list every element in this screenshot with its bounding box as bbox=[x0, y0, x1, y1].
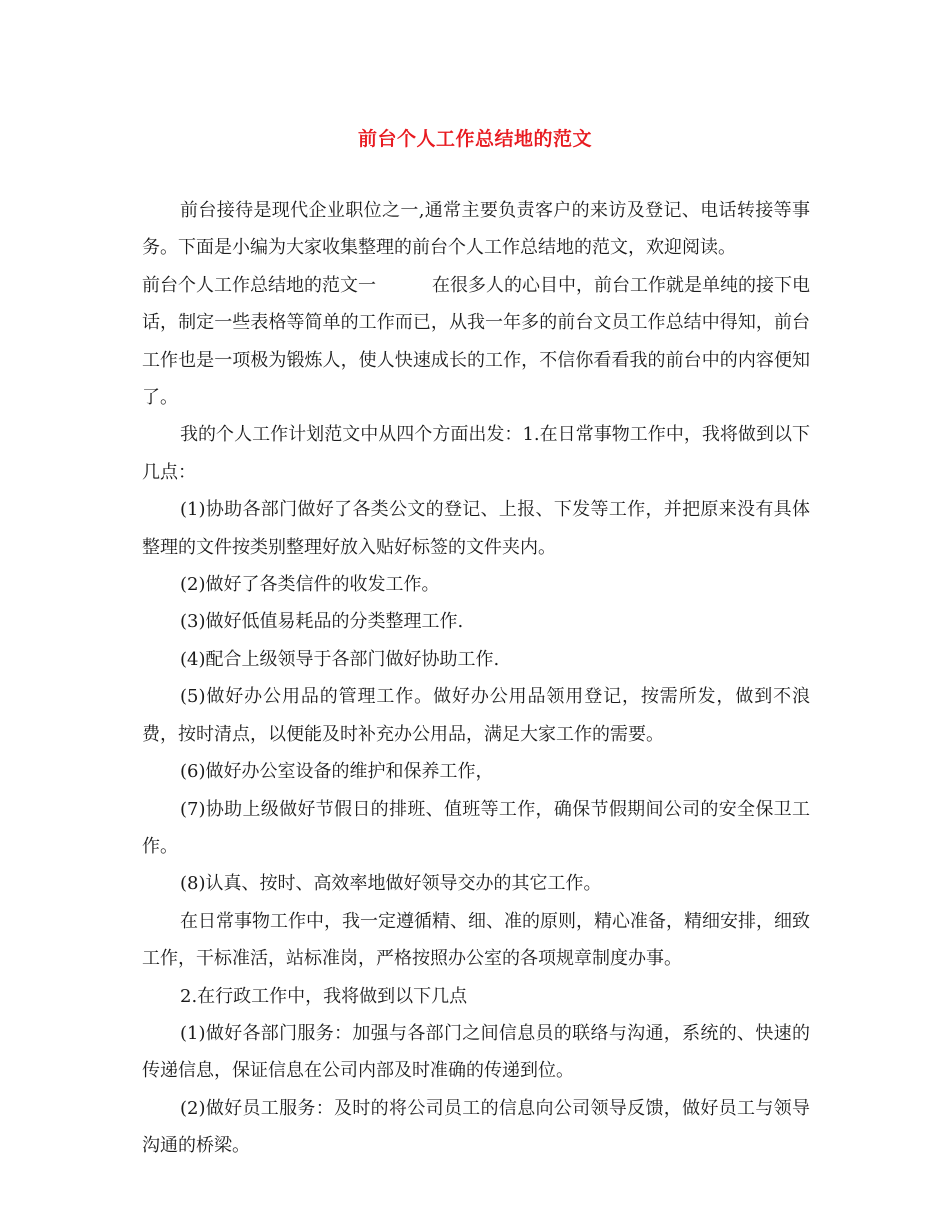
section1-heading: 前台个人工作总结地的范文一 bbox=[142, 274, 376, 296]
list-item: (8)认真、按时、高效率地做好领导交办的其它工作。 bbox=[180, 873, 602, 895]
section1-paragraph bbox=[142, 267, 810, 417]
list-item: (1)做好各部门服务：加强与各部门之间信息员的联络与沟通，系统的、快速的传递信息，保证信息在公司内部及时准确的传递到位。 bbox=[142, 1022, 810, 1082]
list-item: (6)做好办公室设备的维护和保养工作， bbox=[180, 761, 494, 783]
summary-paragraph: 在日常事物工作中，我一定遵循精、细、准的原则，精心准备，精细安排，细致工作，干标准活，站标准岗，严格按照办公室的各项规章制度办事。 bbox=[142, 910, 810, 970]
list-item: (5)做好办公用品的管理工作。做好办公用品领用登记，按需所发，做到不浪费，按时清点，以便能及时补充办公用品，满足大家工作的需要。 bbox=[142, 686, 810, 745]
list-item: (7)协助上级做好节假日的排班、值班等工作，确保节假期间公司的安全保卫工作。 bbox=[142, 798, 810, 857]
list-item: (2)做好了各类信件的收发工作。 bbox=[180, 574, 440, 596]
list-item: (4)配合上级领导于各部门做好协助工作. bbox=[180, 648, 500, 670]
list-item: (2)做好员工服务：及时的将公司员工的信息向公司领导反馈，做好员工与领导沟通的桥梁。 bbox=[142, 1097, 810, 1157]
document-title: 前台个人工作总结地的范文 bbox=[357, 128, 592, 150]
document-body bbox=[142, 192, 810, 1165]
section2-heading: 2.在行政工作中，我将做到以下几点 bbox=[180, 985, 468, 1007]
section1-text: 在很多人的心目中，前台工作就是单纯的接下电话，制定一些表格等简单的工作而已，从我一年多的前台文员工作总结中得知，前台工作也是一项极为锻炼人，使人快速成长的工作，不信你看看我的前台中的内容便知了。 bbox=[142, 274, 810, 409]
plan-intro-paragraph: 我的个人工作计划范文中从四个方面出发：1.在日常事物工作中，我将做到以下几点： bbox=[142, 424, 810, 483]
list-item: (3)做好低值易耗品的分类整理工作. bbox=[180, 611, 464, 633]
list-item: (1)协助各部门做好了各类公文的登记、上报、下发等工作，并把原来没有具体整理的文件按类别整理好放入贴好标签的文件夹内。 bbox=[142, 499, 810, 558]
intro-paragraph: 前台接待是现代企业职位之一,通常主要负责客户的来访及登记、电话转接等事务。下面是小编为大家收集整理的前台个人工作总结地的范文，欢迎阅读。 bbox=[142, 200, 810, 259]
